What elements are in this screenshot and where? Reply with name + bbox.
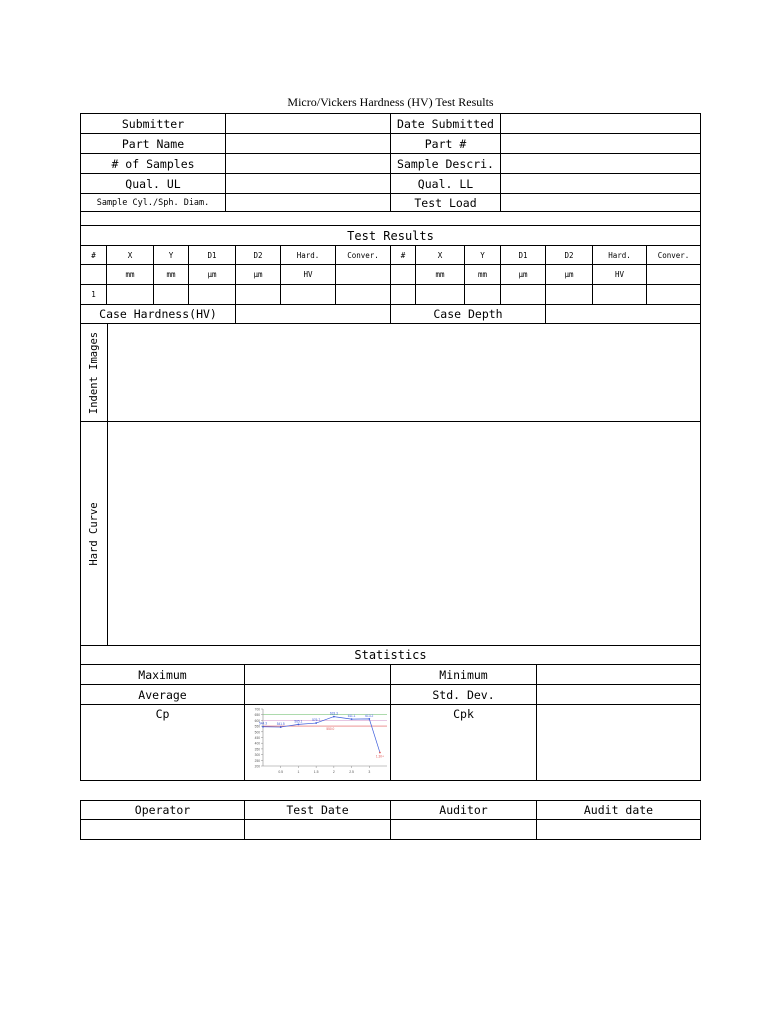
chart-limit-label: 550.0	[326, 727, 335, 732]
indent-images-label: Indent Images	[88, 331, 100, 414]
auditor-field[interactable]	[390, 819, 537, 840]
sample-description-label: Sample Descri.	[390, 153, 501, 174]
indent-images-label-cell	[80, 323, 108, 422]
chart-x-tick-label: 1	[297, 770, 300, 774]
chart-point	[379, 752, 381, 754]
col-header-x: X	[106, 245, 154, 265]
chart-point	[368, 718, 370, 720]
chart-point-label: 565.1	[294, 719, 303, 724]
row1-y[interactable]	[153, 284, 189, 305]
statistics-heading: Statistics	[80, 645, 701, 665]
row1-d1[interactable]	[188, 284, 236, 305]
audit-date-label: Audit date	[536, 800, 701, 820]
part-number-field[interactable]	[500, 133, 701, 154]
date-submitted-label: Date Submitted	[390, 113, 501, 134]
chart-y-tick-label: 550	[254, 724, 260, 729]
test-load-label: Test Load	[390, 193, 501, 212]
chart-y-tick-label: 400	[254, 741, 260, 746]
test-date-field[interactable]	[244, 819, 391, 840]
chart-point	[262, 726, 264, 728]
test-results-heading: Test Results	[80, 225, 701, 246]
part-name-field[interactable]	[225, 133, 391, 154]
spacer-row	[80, 211, 701, 226]
chart-x-tick-label: 1.5	[313, 770, 319, 774]
qual-ll-label: Qual. LL	[390, 173, 501, 194]
row1-d1-2[interactable]	[500, 284, 546, 305]
row1-d2-2[interactable]	[545, 284, 593, 305]
case-hardness-label: Case Hardness(HV)	[80, 304, 236, 324]
cpk-label: Cpk	[390, 704, 537, 781]
case-depth-label: Case Depth	[390, 304, 546, 324]
part-number-label: Part #	[390, 133, 501, 154]
row1-x[interactable]	[106, 284, 154, 305]
col-header-d1: D1	[188, 245, 236, 265]
row1-num: 1	[80, 284, 107, 305]
col-header-y-2: Y	[464, 245, 501, 265]
num-samples-label: # of Samples	[80, 153, 226, 174]
chart-point	[280, 726, 282, 728]
case-hardness-field[interactable]	[235, 304, 391, 324]
average-label: Average	[80, 684, 245, 705]
chart-point-label: 611.1	[347, 714, 356, 719]
col-header-x-2: X	[415, 245, 465, 265]
row1-y-2[interactable]	[464, 284, 501, 305]
case-depth-field[interactable]	[545, 304, 701, 324]
chart-point-label: 541.5	[276, 722, 285, 727]
col-header-d2: D2	[235, 245, 281, 265]
chart-y-tick-label: 650	[254, 713, 260, 718]
chart-x-tick-label: 2	[332, 770, 335, 774]
date-submitted-field[interactable]	[500, 113, 701, 134]
row1-conver-2[interactable]	[646, 284, 701, 305]
unit-num-2	[390, 264, 416, 285]
hard-curve-label: Hard Curve	[88, 501, 100, 566]
chart-x-tick-label: 3	[368, 770, 371, 774]
sample-description-field[interactable]	[500, 153, 701, 174]
row1-x-2[interactable]	[415, 284, 465, 305]
col-header-d1-2: D1	[500, 245, 546, 265]
unit-x: mm	[106, 264, 154, 285]
chart-point	[351, 718, 353, 720]
unit-d1-2: μm	[500, 264, 546, 285]
chart-y-tick-label: 600	[254, 718, 260, 723]
qual-ul-field[interactable]	[225, 173, 391, 194]
col-header-conver: Conver.	[335, 245, 391, 265]
cp-label: Cp	[80, 704, 245, 781]
chart-point-label: 613.2	[365, 713, 374, 718]
chart-point	[298, 723, 300, 725]
col-header-d2-2: D2	[545, 245, 593, 265]
chart-point-label: 633.3	[329, 711, 338, 716]
row1-conver[interactable]	[335, 284, 391, 305]
chart-point-label: 544.3	[259, 721, 267, 726]
col-header-num: #	[80, 245, 107, 265]
row1-d2[interactable]	[235, 284, 281, 305]
unit-d2-2: μm	[545, 264, 593, 285]
unit-hard: HV	[280, 264, 336, 285]
chart-x-tick-label: 0.5	[278, 770, 284, 774]
maximum-label: Maximum	[80, 664, 245, 685]
test-date-label: Test Date	[244, 800, 391, 820]
hard-curve-label-cell	[80, 421, 108, 646]
unit-d2: μm	[235, 264, 281, 285]
chart-y-tick-label: 200	[254, 764, 260, 769]
unit-num	[80, 264, 107, 285]
sample-diameter-field[interactable]	[225, 193, 391, 212]
minimum-value[interactable]	[536, 664, 701, 685]
hardness-chart	[247, 706, 389, 778]
row1-hard[interactable]	[280, 284, 336, 305]
page-title: Micro/Vickers Hardness (HV) Test Results	[287, 95, 494, 109]
maximum-value[interactable]	[244, 664, 391, 685]
part-name-label: Part Name	[80, 133, 226, 154]
hard-curve-area[interactable]	[107, 421, 701, 646]
std-dev-label: Std. Dev.	[390, 684, 537, 705]
hardness-chart-svg	[247, 706, 389, 778]
row1-num-2[interactable]	[390, 284, 416, 305]
unit-x-2: mm	[415, 264, 465, 285]
unit-d1: μm	[188, 264, 236, 285]
chart-x-tick-label: 2.5	[349, 770, 354, 774]
col-header-hard-2: Hard.	[592, 245, 647, 265]
operator-label: Operator	[80, 800, 245, 820]
chart-y-tick-label: 700	[254, 707, 260, 712]
test-load-field[interactable]	[500, 193, 701, 212]
unit-hard-2: HV	[592, 264, 647, 285]
std-dev-value[interactable]	[536, 684, 701, 705]
unit-y: mm	[153, 264, 189, 285]
chart-y-tick-label: 300	[254, 753, 260, 758]
col-header-num-2: #	[390, 245, 416, 265]
indent-images-area[interactable]	[107, 323, 701, 422]
unit-conver	[335, 264, 391, 285]
row1-hard-2[interactable]	[592, 284, 647, 305]
chart-y-tick-label: 350	[254, 747, 260, 752]
num-samples-field[interactable]	[225, 153, 391, 174]
col-header-y: Y	[153, 245, 189, 265]
minimum-label: Minimum	[390, 664, 537, 685]
qual-ul-label: Qual. UL	[80, 173, 226, 194]
unit-y-2: mm	[464, 264, 501, 285]
chart-y-tick-label: 500	[254, 730, 260, 735]
auditor-label: Auditor	[390, 800, 537, 820]
submitter-label: Submitter	[80, 113, 226, 134]
qual-ll-field[interactable]	[500, 173, 701, 194]
chart-y-tick-label: 250	[254, 758, 260, 763]
col-header-hard: Hard.	[280, 245, 336, 265]
submitter-field[interactable]	[225, 113, 391, 134]
chart-y-tick-label: 450	[254, 736, 260, 740]
cpk-value[interactable]	[536, 704, 701, 781]
audit-date-field[interactable]	[536, 819, 701, 840]
chart-point	[333, 716, 335, 718]
sample-diameter-label: Sample Cyl./Sph. Diam.	[80, 193, 226, 212]
chart-point-label: 1.30+	[375, 754, 384, 759]
operator-field[interactable]	[80, 819, 245, 840]
unit-conver-2	[646, 264, 701, 285]
average-value[interactable]	[244, 684, 391, 705]
col-header-conver-2: Conver.	[646, 245, 701, 265]
chart-point	[315, 722, 317, 724]
chart-point-label: 576.7	[312, 718, 321, 723]
